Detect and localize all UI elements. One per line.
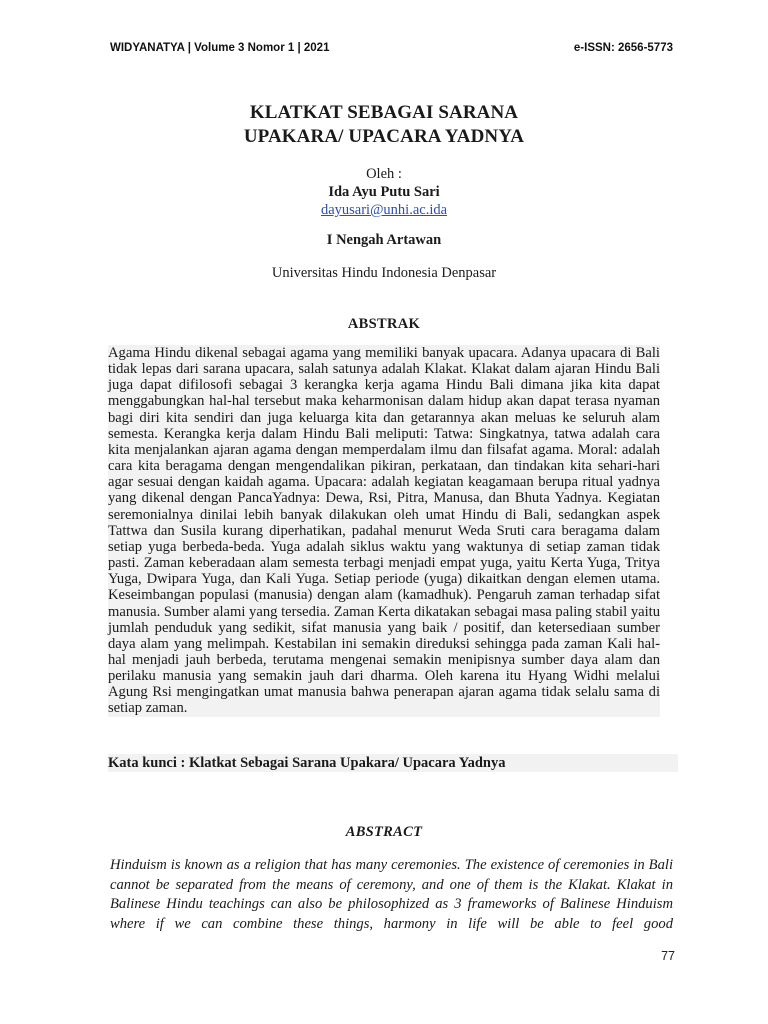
title-line-1: KLATKAT SEBAGAI SARANA	[249, 102, 519, 123]
oleh-label: Oleh :	[366, 166, 402, 182]
author-name: Ida Ayu Putu Sari	[328, 184, 440, 200]
author-email-link[interactable]: dayusari@unhi.ac.ida	[320, 202, 448, 218]
affiliation: Universitas Hindu Indonesia Denpasar	[271, 265, 497, 281]
title-line-2: UPAKARA/ UPACARA YADNYA	[243, 126, 525, 147]
abstrak-heading: ABSTRAK	[347, 316, 421, 332]
abstract-heading: ABSTRACT	[345, 824, 423, 840]
abstrak-paragraph: Agama Hindu dikenal sebagai agama yang memiliki banyak upacara. Adanya upacara di Bali tidak lepas dari sarana upacara, salah satunya adalah Klakat. Klakat dalam ajaran Hindu Bali juga dapat difilosofi sebagai 3 kerangka kerja agama Hindu Bali dimana jika kita dapat menggabungkan hal-hal tersebut maka keharmonisan dalam hidup akan dapat terasa nyaman bagi diri kita sendiri dan juga keluarga kita dan getarannya akan meluas ke seluruh alam semesta. Kerangka kerja dalam Hindu Bali meliputi: Tatwa: Singkatnya, tatwa adalah cara kita menjalankan ajaran agama dengan memperdalam ilmu dan filsafat agama. Moral: adalah cara kita beragama dengan mengendalikan pikiran, perkataan, dan tindakan kita sehari-hari agar sesuai dengan kaidah agama. Upacara: adalah kegiatan keagamaan berupa ritual yadnya yang dikenal dengan PancaYadnya: Dewa, Rsi, Pitra, Manusa, dan Bhuta Yadnya. Kegiatan seremonialnya dinilai lebih banyak dilakukan oleh umat Hindu di Bali, sedangkan aspek Tattwa dan Susila kurang diperhatikan, padahal menurut Weda Sruti cara beragama dalam setiap yuga berbeda-beda. Yuga adalah siklus waktu yang waktunya di setiap zaman tidak pasti. Zaman keberadaan alam semesta terbagi menjadi empat yuga, yaitu Kerta Yuga, Tritya Yuga, Dwipara Yuga, dan Kali Yuga. Setiap periode (yuga) dikaitkan dengan elemen utama. Keseimbangan populasi (manusia) dengan alam (kamadhuk). Pengaruh zaman terhadap sifat manusia. Sumber alami yang tersedia. Zaman Kerta dikatakan sebagai masa paling stabil yaitu jumlah penduduk yang sedikit, sifat manusia yang baik / positif, dan ketersediaan sumber daya alam yang melimpah. Kestabilan ini semakin direduksi sehingga pada zaman Kali hal-hal menjadi jauh berbeda, terutama mengenai semakin menipisnya sumber daya alam dan perilaku manusia yang semakin jauh dari dharma. Oleh karena itu Hyang Widhi melalui Agung Rsi mengingatkan umat manusia bahwa penerapan ajaran agama tidak selalu sama di setiap zaman.	[108, 345, 660, 717]
keywords: Kata kunci : Klatkat Sebagai Sarana Upakara/ Upacara Yadnya	[108, 754, 678, 772]
page-number: 77	[661, 949, 675, 963]
running-header	[110, 42, 673, 54]
article-title	[0, 101, 768, 149]
co-author-name: I Nengah Artawan	[326, 232, 442, 248]
abstract-paragraph: Hinduism is known as a religion that has many ceremonies. The existence of ceremonies in Bali cannot be separated from the means of ceremony, and one of them is the Klakat. Klakat in Balinese Hindu teachings can also be philosophized as 3 frameworks of Balinese Hinduism where if we can combine these things, harmony in life will be able to feel good	[110, 857, 673, 932]
byline	[0, 165, 768, 219]
issn: e-ISSN: 2656-5773	[573, 42, 673, 54]
journal-info: WIDYANATYA | Volume 3 Nomor 1 | 2021	[110, 42, 330, 54]
